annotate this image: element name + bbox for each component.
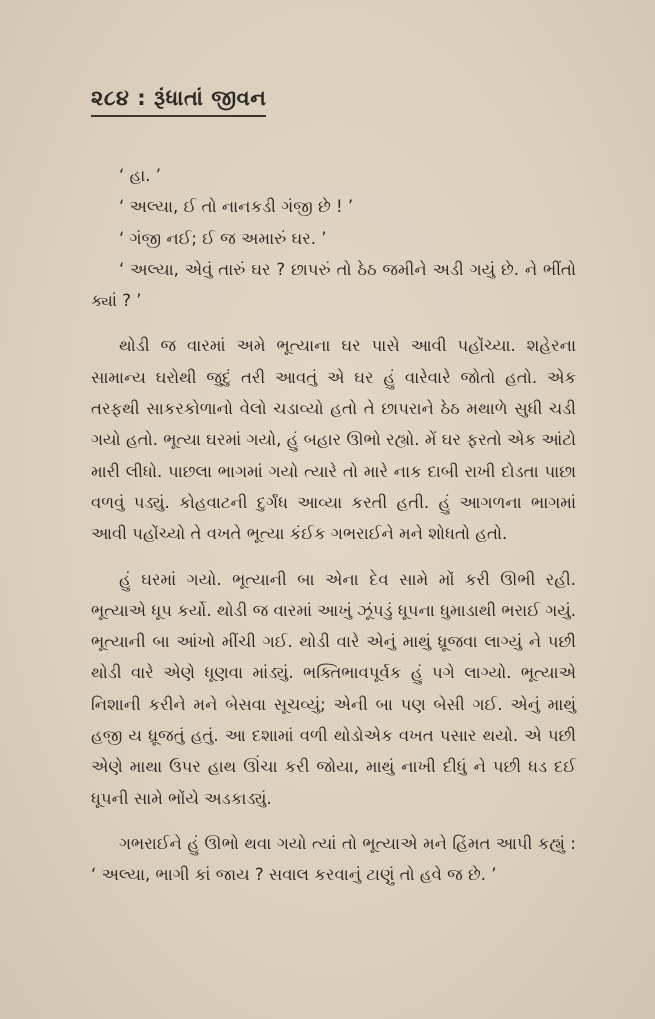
running-head: ૨૮૪ : રૂંધાતાં જીવન — [91, 86, 266, 117]
paragraph: થોડી જ વારમાં અમે ભૂત્યાના ઘર પાસે આવી પહોંચ્યા. શહેરના સામાન્ય ઘરોથી જુદું તરી આવતું એ ઘર હું વારેવારે જોતો હતો. એક તરફથી સાકરકોળાનો વેલો ચડાવ્યો હતો તે છાપરાને ઠેઠ મથાળે સુધી ચડી ગયો હતો. ભૂત્યા ઘરમાં ગયો, હું બહાર ઊભો રહ્યો. મેં ઘર ફરતો એક આંટો મારી લીધો. પાછલા ભાગમાં ગયો ત્યારે તો મારે નાક દાબી રાખી દોડતા પાછા વળવું પડ્યું. કોહવાટની દુર્ગંધ આવ્યા કરતી હતી. હું આગળના ભાગમાં આવી પહોંચ્યો તે વખતે ભૂત્યા કંઈક ગભરાઈને મને શોધતો હતો. — [91, 336, 576, 544]
page-body — [91, 160, 576, 891]
paragraph: ગભરાઈને હું ઊભો થવા ગયો ત્યાં તો ભૂત્યાએ મને હિંમત આપી કહ્યું : ‘ અલ્યા, ભાગી કાં જાય ? સવાલ કરવાનું ટાણું તો હવે જ છે. ’ — [91, 833, 576, 885]
dialogue-line: ‘ અલ્યા, ઈ તો નાનકડી ગંજી છે ! ’ — [119, 197, 354, 217]
dialogue-line: ‘ ગંજી નઈ; ઈ જ અમારું ઘર. ’ — [119, 228, 327, 248]
paragraph: હું ઘરમાં ગયો. ભૂત્યાની બા એના દેવ સામે મોં કરી ઊભી રહી. ભૂત્યાએ ધૂપ કર્યો. થોડી જ વારમાં આખું ઝૂંપડું ધૂપના ધુમાડાથી ભરાઈ ગયું. ભૂત્યાની બા આંખો મીંચી ગઈ. થોડી વારે એનું માથું ધ્રૂજવા લાગ્યું ને પછી થોડી વારે એણે ધૂણવા માંડ્યું. ભક્તિભાવપૂર્વક હું પગે લાગ્યો. ભૂત્યાએ નિશાની કરીને મને બેસવા સૂચવ્યું; એની બા પણ બેસી ગઈ. એનું માથું હજી ય ધ્રૂજતું હતું. આ દશામાં વળી થોડોએક વખત પસાર થયો. એ પછી એણે માથા ઉપર હાથ ઊંચા કરી જોયા, માથું નાખી દીધું ને પછી ધડ દઈ ધૂપની સામે ભોંયે અડકાડ્યું. — [91, 569, 576, 808]
dialogue-line: ‘ અલ્યા, એવું તારું ઘર ? છાપરું તો ઠેઠ જમીને અડી ગયું છે. ને ભીંતો ક્યાં ? ’ — [91, 259, 576, 311]
dialogue-line: ‘ હા. ’ — [119, 166, 161, 185]
